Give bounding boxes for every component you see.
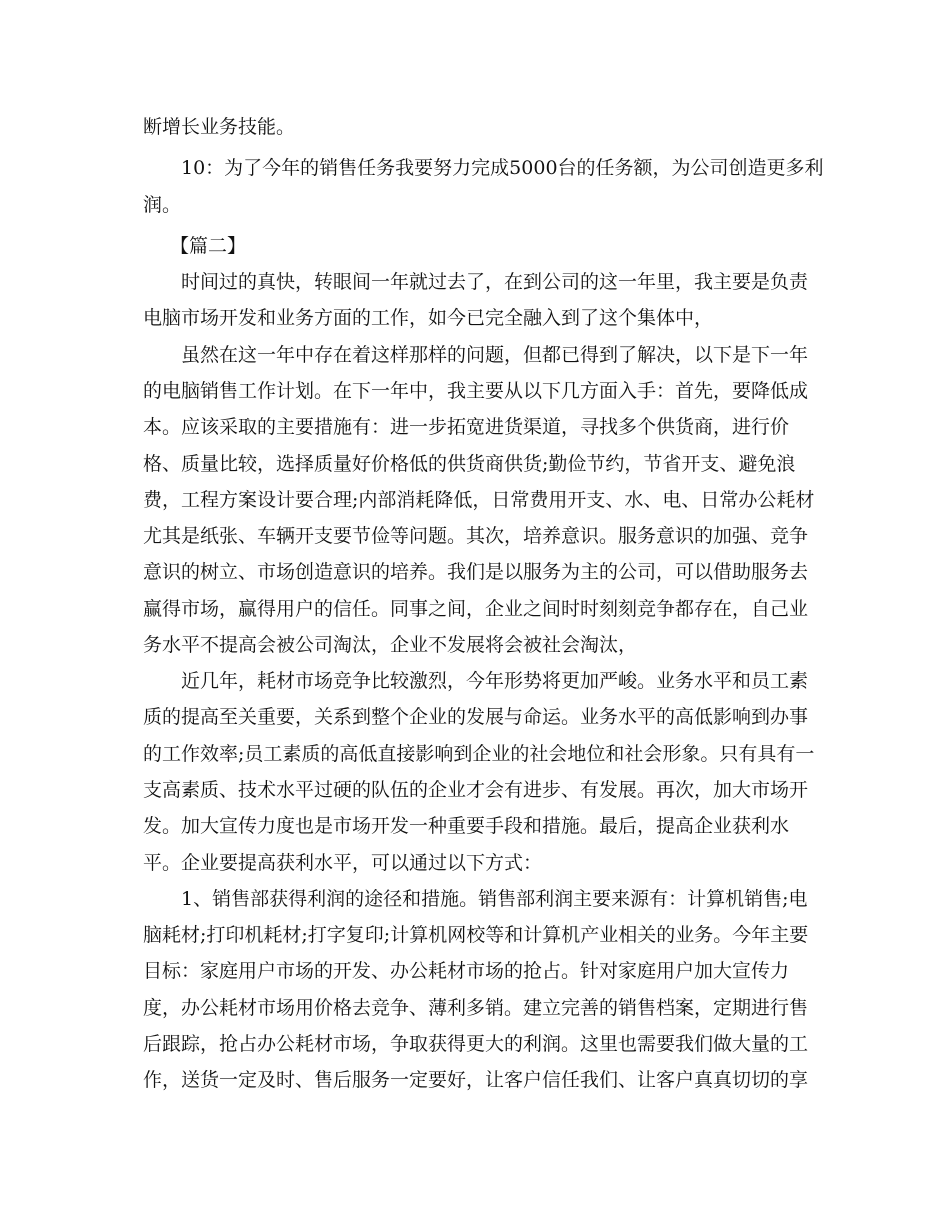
- text-line: 质的提高至关重要，关系到整个企业的发展与命运。业务水平的高低影响到办事: [143, 706, 809, 728]
- text-line: 后跟踪，抢占办公耗材市场，争取获得更大的利润。这里也需要我们做大量的工: [143, 1033, 809, 1055]
- text-line: 平。企业要提高获利水平，可以通过以下方式：: [143, 852, 543, 874]
- text-line: 发。加大宣传力度也是市场开发一种重要手段和措施。最后，提高企业获利水: [143, 815, 790, 837]
- section-heading: 【篇二】: [170, 235, 247, 257]
- text-line: 意识的树立、市场创造意识的培养。我们是以服务为主的公司，可以借助服务去: [143, 561, 809, 583]
- text-line: 的电脑销售工作计划。在下一年中，我主要从以下几方面入手：首先，要降低成: [143, 380, 809, 402]
- text-line: 支高素质、技术水平过硬的队伍的企业才会有进步、有发展。再次，加大市场开: [143, 779, 809, 801]
- text-line: 的工作效率;员工素质的高低直接影响到企业的社会地位和社会形象。只有具有一: [143, 743, 815, 765]
- text-line: 格、质量比较，选择质量好价格低的供货商供货;勤俭节约，节省开支、避免浪: [143, 453, 796, 475]
- text-line: 润。: [143, 194, 182, 216]
- text-line: 时间过的真快，转眼间一年就过去了，在到公司的这一年里，我主要是负责: [181, 271, 809, 293]
- text-line: 1、销售部获得利润的途径和措施。销售部利润主要来源有：计算机销售;电: [181, 888, 808, 910]
- text-line: 赢得市场，赢得用户的信任。同事之间，企业之间时时刻刻竞争都存在，自己业: [143, 598, 809, 620]
- text-line: 作，送货一定及时、售后服务一定要好，让客户信任我们、让客户真真切切的享: [143, 1069, 809, 1091]
- text-line: 度，办公耗材市场用价格去竞争、薄利多销。建立完善的销售档案，定期进行售: [143, 997, 809, 1019]
- text-line: 电脑市场开发和业务方面的工作，如今已完全融入到了这个集体中，: [143, 307, 714, 329]
- text-line: 脑耗材;打印机耗材;打字复印;计算机网校等和计算机产业相关的业务。今年主要: [143, 924, 809, 946]
- text-line: 目标：家庭用户市场的开发、办公耗材市场的抢占。针对家庭用户加大宣传力: [143, 960, 790, 982]
- text-line: 费，工程方案设计要合理;内部消耗降低，日常费用开支、水、电、日常办公耗材: [143, 489, 815, 511]
- text-line: 尤其是纸张、车辆开支要节俭等问题。其次，培养意识。服务意识的加强、竞争: [143, 525, 809, 547]
- text-line: 10：为了今年的销售任务我要努力完成5000台的任务额，为公司创造更多利: [181, 157, 824, 179]
- text-line: 断增长业务技能。: [143, 116, 296, 138]
- text-line: 近几年，耗材市场竞争比较激烈，今年形势将更加严峻。业务水平和员工素: [181, 670, 809, 692]
- text-line: 虽然在这一年中存在着这样那样的问题，但都已得到了解决，以下是下一年: [181, 344, 809, 366]
- text-line: 本。应该采取的主要措施有：进一步拓宽进货渠道，寻找多个供货商，进行价: [143, 416, 790, 438]
- text-line: 务水平不提高会被公司淘汰，企业不发展将会被社会淘汰，: [143, 634, 638, 656]
